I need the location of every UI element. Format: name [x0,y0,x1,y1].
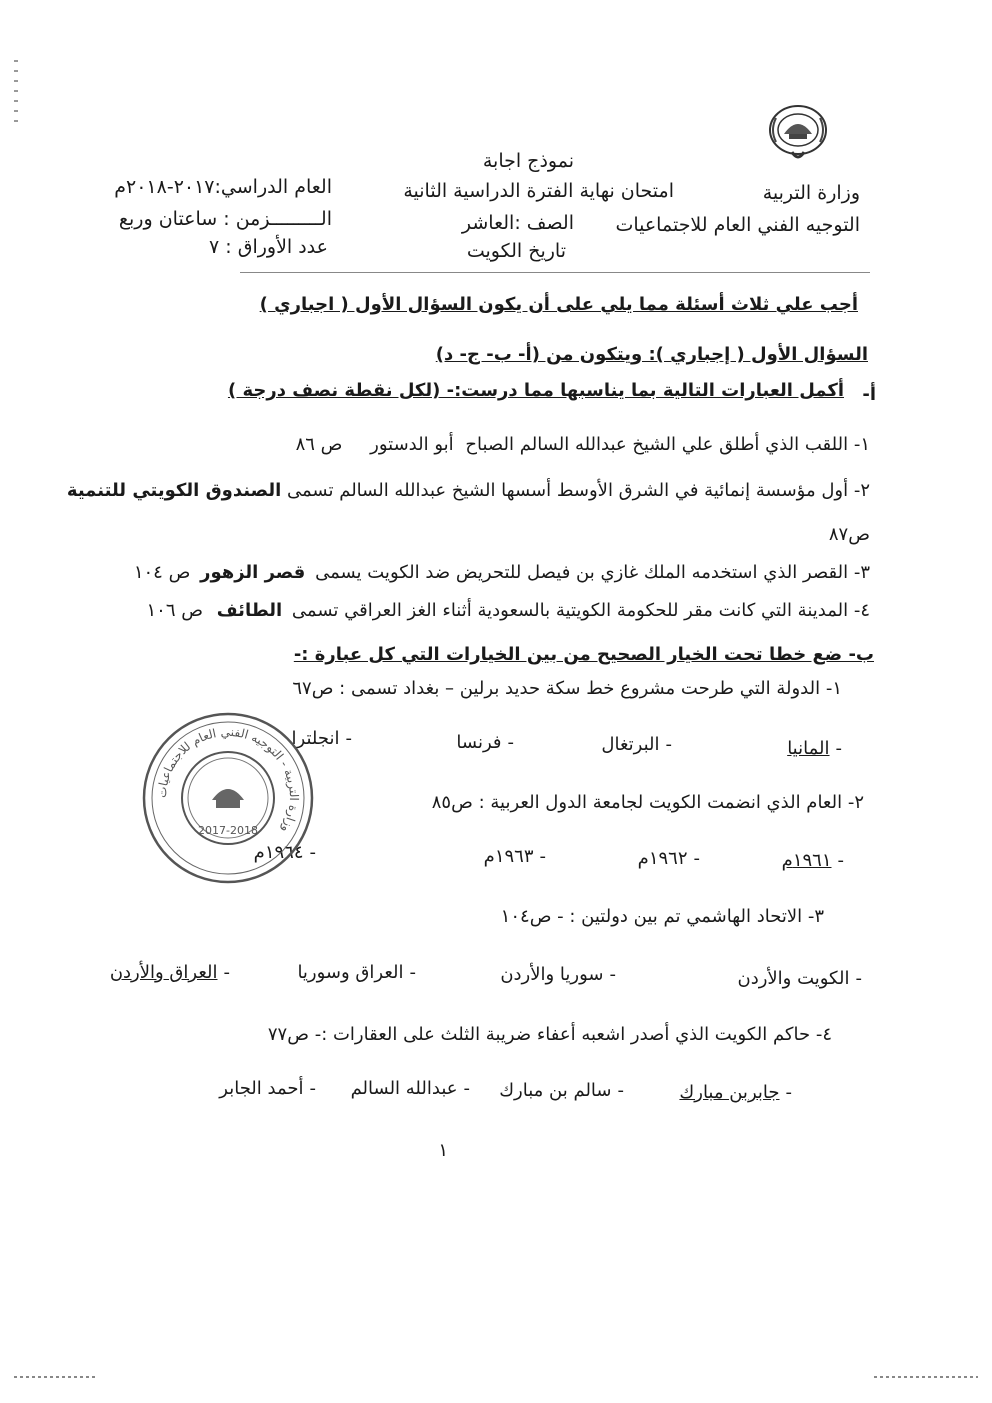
exam-duration: الـــــــــزمن : ساعتان وربع [118,208,332,230]
item-answer: قصر الزهور [200,562,306,583]
part-b-q4-option-1: -جابربن مبارك [679,1082,792,1103]
part-b-q3-option-4: -العراق والأردن [109,962,230,983]
kuwait-emblem-icon [762,100,834,168]
item-answer: الصندوق الكويتي للتنمية [66,480,282,501]
part-a-item-4 [147,600,870,621]
part-a-item-1 [296,434,870,455]
part-a-item-2-ref: ص٨٧ [828,524,870,545]
part-a-item-2 [67,480,870,501]
part-b-q3-option-2: -سوريا والأردن [500,964,616,985]
item-answer: الطائف [216,600,283,621]
item-text: ٤- المدينة التي كانت مقر للحكومة الكويتية بالسعودية أثناء الغز العراقي تسمى [291,600,870,621]
part-a-item-3 [134,562,870,583]
item-page-ref: ص ١٠٦ [146,600,204,621]
part-b-question-2: ٢- العام الذي انضمت الكويت لجامعة الدول العربية : ص٨٥ [431,792,864,813]
item-text: ٢- أول مؤسسة إنمائية في الشرق الأوسط أسسها الشيخ عبدالله السالم تسمى [287,480,870,501]
subject-name: تاريخ الكويت [466,240,566,262]
footer-dotted-line-left [14,1376,96,1378]
page-number: ١ [438,1140,448,1161]
header-divider [240,272,870,273]
part-b-q4-option-2: -سالم بن مبارك [499,1080,624,1101]
part-b-q2-option-2: -١٩٦٢م [637,848,700,869]
item-page-ref: ص ١٠٤ [133,562,191,583]
part-b-q4-option-4: -أحمد الجابر [219,1078,316,1099]
ministry-name: وزارة التربية [762,182,860,204]
part-a-letter: أ- [862,384,876,405]
part-b-q1-option-2: -البرتغال [601,734,672,755]
general-instructions: أجب علي ثلاث أسئلة مما يلي على أن يكون السؤال الأول ( اجباري ) [259,294,858,315]
part-b-q2-option-4: -١٩٦٤م [253,842,316,863]
part-b-q4-option-3: -عبدالله السالم [350,1078,470,1099]
part-a-title: أكمل العبارات التالية بما يناسبها مما درست:- (لكل نقطة نصف درجة ) [227,380,844,401]
part-b-q3-option-1: -الكويت والأردن [737,968,862,989]
part-b-question-1: ١- الدولة التي طرحت مشروع خط سكة حديد برلين – بغداد تسمى : ص٦٧ [292,678,842,699]
part-b-question-4: ٤- حاكم الكويت الذي أصدر اشعبه أعفاء ضريبة الثلث على العقارات :- ص٧٧ [267,1024,832,1045]
item-page-ref: ص ٨٦ [295,434,343,455]
part-b-q2-option-1: -١٩٦١م [781,850,844,871]
pages-count: عدد الأوراق : ٧ [209,236,328,258]
item-text: ١- اللقب الذي أطلق علي الشيخ عبدالله السالم الصباح [465,434,870,455]
part-b-q3-option-3: -العراق وسوريا [297,962,416,983]
item-text: ٣- القصر الذي استخدمه الملك غازي بن فيصل للتحريض ضد الكويت يسمى [315,562,870,583]
grade-label: الصف :العاشر [461,212,574,234]
academic-year: العام الدراسي:٢٠١٧-٢٠١٨م [114,176,332,198]
part-b-q1-option-1: -المانيا [787,738,842,759]
exam-title: امتحان نهاية الفترة الدراسية الثانية [403,180,674,202]
question-1-title: السؤال الأول ( إجباري ): ويتكون من (أ- ب- ج- د) [435,344,868,365]
scan-margin-marks [14,60,18,130]
footer-dotted-line-right [874,1376,978,1378]
part-b-q1-option-4: -انجلترا [291,728,352,749]
stamp-outer-text: وزارة التربية - التوجيه الفني العام للاجتماعيات [154,724,302,836]
part-b-q1-option-3: -فرنسا [456,732,514,753]
part-b-q2-option-3: -١٩٦٣م [483,846,546,867]
model-answer-label: نموذج اجابة [482,150,574,172]
part-b-title: ب- ضع خطا تحت الخيار الصحيح من بين الخيارات التي كل عبارة :- [293,644,874,665]
official-stamp-seal [138,708,318,888]
item-answer: أبو الدستور [370,434,454,455]
part-b-question-3: ٣- الاتحاد الهاشمي تم بين دولتين : - ص١٠٤ [500,906,824,927]
department-name: التوجيه الفني العام للاجتماعيات [615,214,860,236]
stamp-year: 2017-2018 [198,824,258,837]
